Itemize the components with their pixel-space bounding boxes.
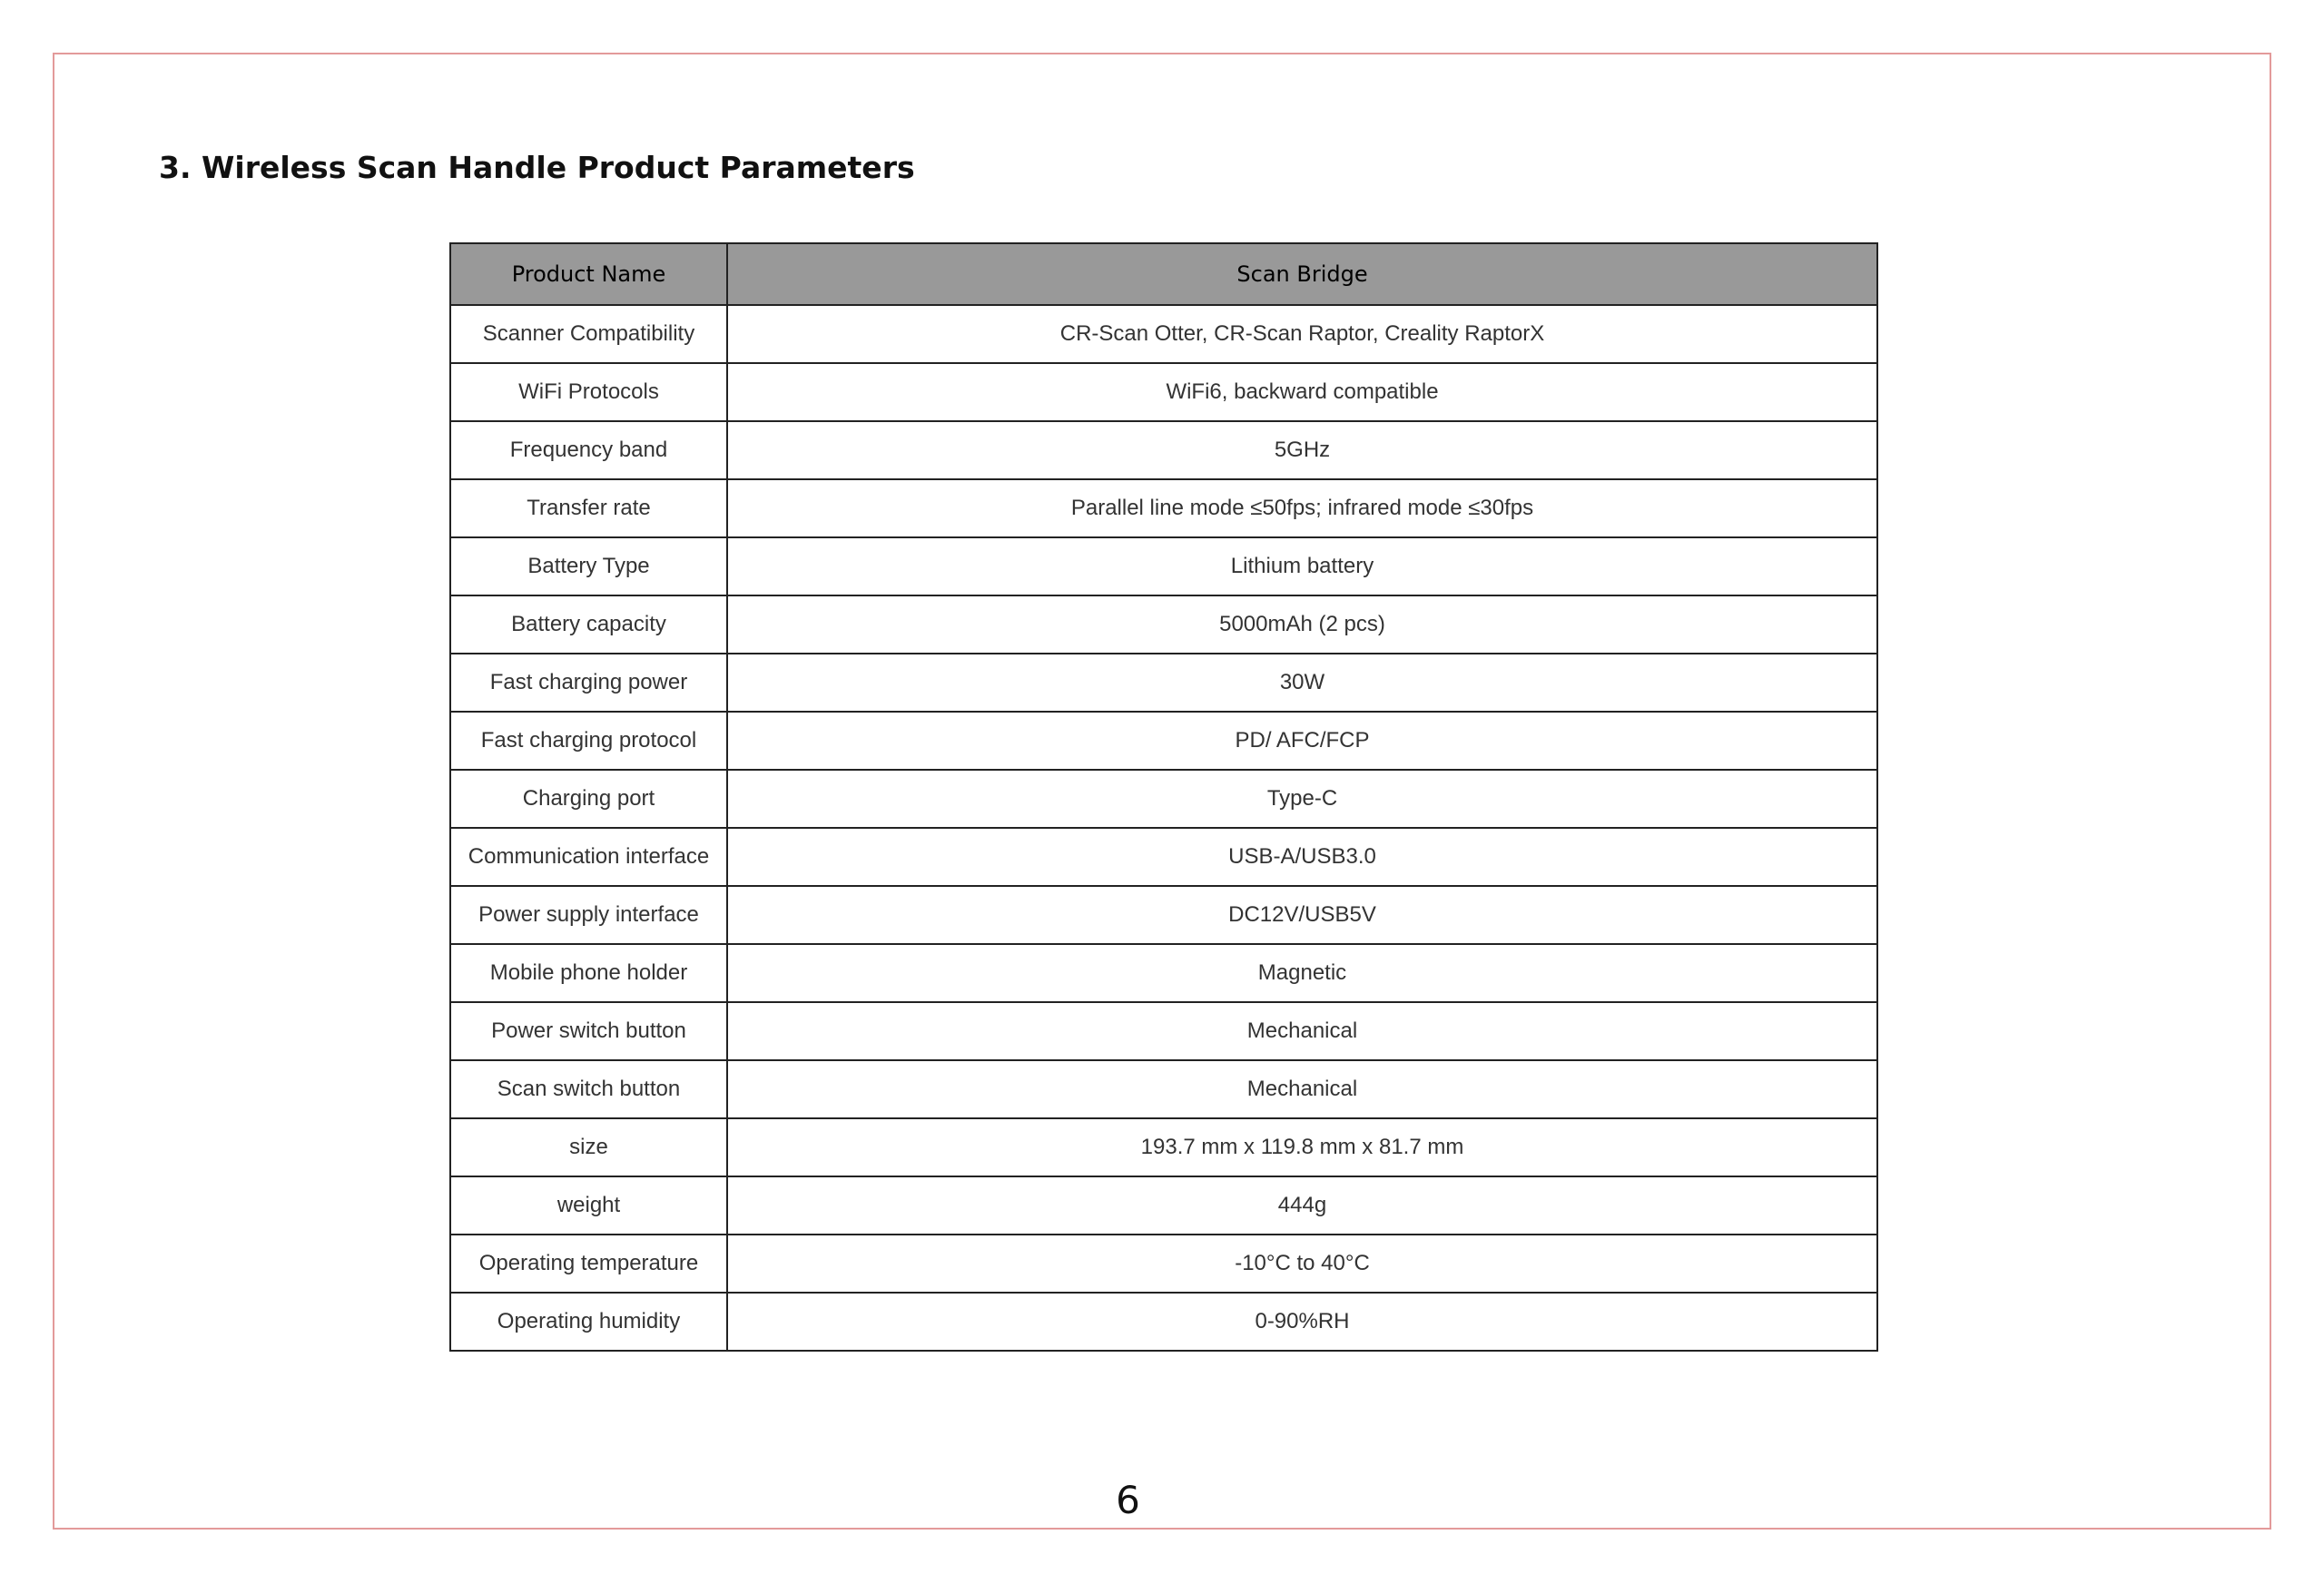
parameter-value-cell: -10°C to 40°C bbox=[727, 1235, 1877, 1293]
parameter-name-cell: Mobile phone holder bbox=[450, 944, 727, 1002]
table-row bbox=[450, 363, 1877, 421]
parameter-name-cell: WiFi Protocols bbox=[450, 363, 727, 421]
parameter-value-cell: USB-A/USB3.0 bbox=[727, 828, 1877, 886]
table-row bbox=[450, 305, 1877, 363]
parameter-name-cell: Fast charging protocol bbox=[450, 712, 727, 770]
parameter-value-cell: Type-C bbox=[727, 770, 1877, 828]
parameter-value-cell: Mechanical bbox=[727, 1002, 1877, 1060]
parameter-value-cell: WiFi6, backward compatible bbox=[727, 363, 1877, 421]
parameter-name-cell: size bbox=[450, 1118, 727, 1176]
parameter-name-cell: weight bbox=[450, 1176, 727, 1235]
parameter-name-cell: Charging port bbox=[450, 770, 727, 828]
parameter-value-cell: 193.7 mm x 119.8 mm x 81.7 mm bbox=[727, 1118, 1877, 1176]
table-row bbox=[450, 1293, 1877, 1351]
parameter-name-cell: Power supply interface bbox=[450, 886, 727, 944]
column-header-product-name: Product Name bbox=[450, 243, 727, 305]
table-row bbox=[450, 1118, 1877, 1176]
parameter-value-cell: Magnetic bbox=[727, 944, 1877, 1002]
parameter-value-cell: 5000mAh (2 pcs) bbox=[727, 595, 1877, 654]
table-row bbox=[450, 1176, 1877, 1235]
parameter-name-cell: Transfer rate bbox=[450, 479, 727, 537]
parameter-value-cell: 30W bbox=[727, 654, 1877, 712]
table-row bbox=[450, 828, 1877, 886]
parameter-value-cell: CR-Scan Otter, CR-Scan Raptor, Creality RaptorX bbox=[727, 305, 1877, 363]
parameter-value-cell: Lithium battery bbox=[727, 537, 1877, 595]
column-header-scan-bridge: Scan Bridge bbox=[727, 243, 1877, 305]
parameter-value-cell: Parallel line mode ≤50fps; infrared mode ≤30fps bbox=[727, 479, 1877, 537]
parameter-value-cell: Mechanical bbox=[727, 1060, 1877, 1118]
parameter-name-cell: Operating humidity bbox=[450, 1293, 727, 1351]
parameter-name-cell: Battery Type bbox=[450, 537, 727, 595]
parameter-value-cell: DC12V/USB5V bbox=[727, 886, 1877, 944]
table-row bbox=[450, 944, 1877, 1002]
parameter-name-cell: Fast charging power bbox=[450, 654, 727, 712]
parameter-name-cell: Communication interface bbox=[450, 828, 727, 886]
table-row bbox=[450, 886, 1877, 944]
table-body bbox=[450, 305, 1877, 1351]
table-row bbox=[450, 479, 1877, 537]
table-row bbox=[450, 421, 1877, 479]
parameter-name-cell: Scanner Compatibility bbox=[450, 305, 727, 363]
parameter-value-cell: 0-90%RH bbox=[727, 1293, 1877, 1351]
table-row bbox=[450, 595, 1877, 654]
parameter-name-cell: Operating temperature bbox=[450, 1235, 727, 1293]
table-row bbox=[450, 654, 1877, 712]
parameter-name-cell: Scan switch button bbox=[450, 1060, 727, 1118]
table-row bbox=[450, 712, 1877, 770]
parameter-value-cell: 444g bbox=[727, 1176, 1877, 1235]
parameter-name-cell: Power switch button bbox=[450, 1002, 727, 1060]
table-row bbox=[450, 537, 1877, 595]
table-row bbox=[450, 1002, 1877, 1060]
table-row bbox=[450, 1060, 1877, 1118]
parameter-value-cell: PD/ AFC/FCP bbox=[727, 712, 1877, 770]
table-header-row bbox=[450, 243, 1877, 305]
parameter-name-cell: Frequency band bbox=[450, 421, 727, 479]
product-parameters-table bbox=[449, 242, 1878, 1352]
parameter-name-cell: Battery capacity bbox=[450, 595, 727, 654]
table-row bbox=[450, 1235, 1877, 1293]
table-row bbox=[450, 770, 1877, 828]
page-number: 6 bbox=[1116, 1478, 1140, 1522]
section-title: 3. Wireless Scan Handle Product Parameters bbox=[159, 150, 915, 185]
parameter-value-cell: 5GHz bbox=[727, 421, 1877, 479]
